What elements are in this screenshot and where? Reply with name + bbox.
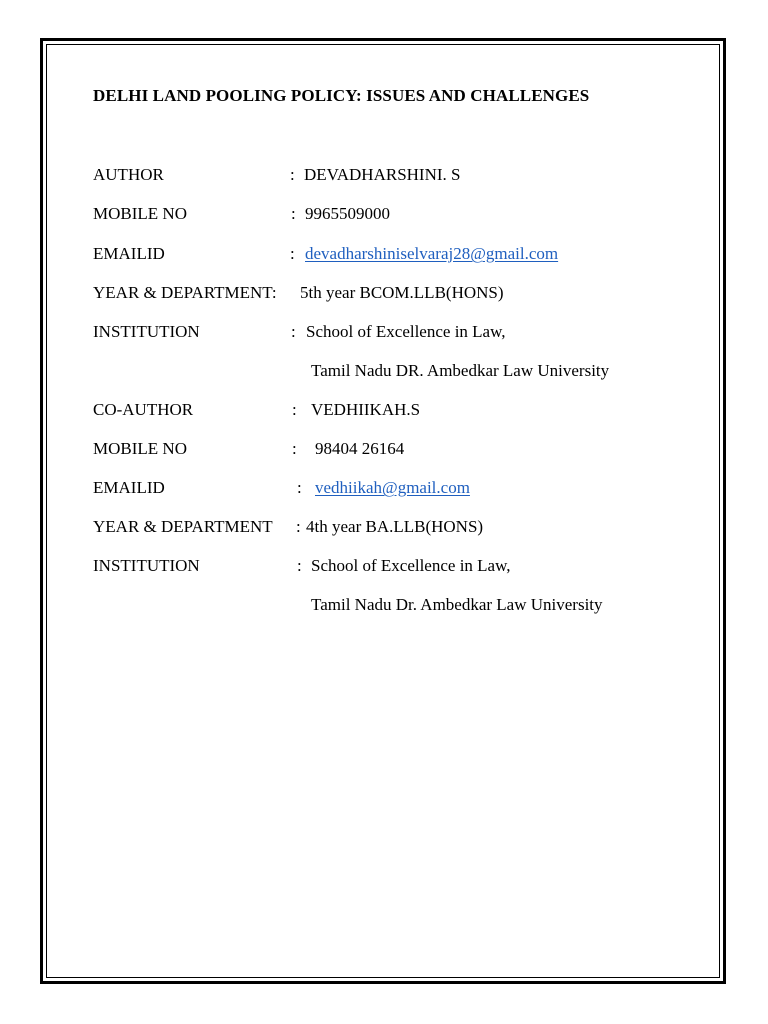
coauthor-mobile-value: 98404 26164 xyxy=(315,439,405,458)
coauthor-email-colon: : xyxy=(297,478,302,497)
author-label: AUTHOR xyxy=(93,165,164,184)
author-institution-line1: School of Excellence in Law, xyxy=(306,322,506,341)
coauthor-email-link[interactable]: vedhiikah@gmail.com xyxy=(315,478,470,497)
coauthor-year-value: 4th year BA.LLB(HONS) xyxy=(306,517,484,536)
author-mobile-value: 9965509000 xyxy=(305,204,390,223)
author-institution-line2: Tamil Nadu DR. Ambedkar Law University xyxy=(311,361,610,380)
coauthor-colon: : xyxy=(292,400,297,419)
author-email-colon: : xyxy=(290,244,295,263)
author-institution-label: INSTITUTION xyxy=(93,322,200,341)
author-mobile-colon: : xyxy=(291,204,296,223)
coauthor-institution-colon: : xyxy=(297,556,302,575)
author-colon: : xyxy=(290,165,295,184)
author-institution-colon: : xyxy=(291,322,296,341)
author-year-value: 5th year BCOM.LLB(HONS) xyxy=(300,283,504,302)
author-email-label: EMAILID xyxy=(93,244,165,263)
coauthor-mobile-colon: : xyxy=(292,439,297,458)
author-value: DEVADHARSHINI. S xyxy=(304,165,461,184)
document-title: DELHI LAND POOLING POLICY: ISSUES AND CHALLENGES xyxy=(93,86,590,105)
author-year-label: YEAR & DEPARTMENT: xyxy=(93,283,277,302)
coauthor-label: CO-AUTHOR xyxy=(93,400,194,419)
coauthor-institution-line1: School of Excellence in Law, xyxy=(311,556,511,575)
coauthor-year-label: YEAR & DEPARTMENT xyxy=(93,517,273,536)
coauthor-year-colon: : xyxy=(296,517,301,536)
coauthor-institution-line2: Tamil Nadu Dr. Ambedkar Law University xyxy=(311,595,603,614)
coauthor-mobile-label: MOBILE NO xyxy=(93,439,187,458)
coauthor-value: VEDHIIKAH.S xyxy=(311,400,421,419)
coauthor-email-label: EMAILID xyxy=(93,478,165,497)
author-email-link[interactable]: devadharshiniselvaraj28@gmail.com xyxy=(305,244,559,263)
author-mobile-label: MOBILE NO xyxy=(93,204,187,223)
coauthor-institution-label: INSTITUTION xyxy=(93,556,200,575)
